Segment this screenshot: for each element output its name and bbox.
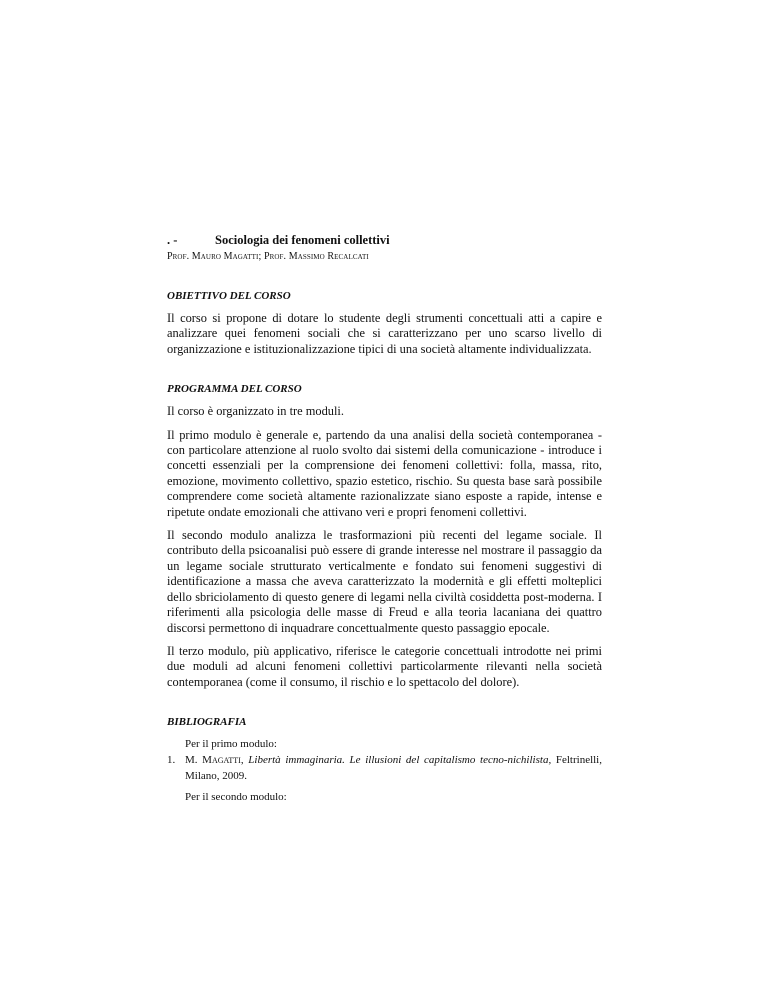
course-header — [167, 232, 602, 248]
objective-text: Il corso si propone di dotare lo studente degli strumenti concettuali atti a capire e analizzare quei fenomeni sociali che si caratterizzano per uno scarso livello di organizzazione e istituzionalizzazione tipici di una società altamente individualizzata. — [167, 311, 602, 356]
bibliography-item-number: 1. — [167, 754, 176, 767]
program-paragraph: Il corso è organizzato in tre moduli. — [167, 404, 344, 419]
document-page — [167, 232, 602, 805]
bibliography-author: M. Magatti, — [185, 754, 244, 767]
professors-line: Prof. Mauro Magatti; Prof. Massimo Recalcati — [167, 251, 369, 262]
first-module-label: Per il primo modulo: — [185, 738, 277, 751]
second-module-label: Per il secondo modulo: — [185, 791, 287, 804]
objective-heading: OBIETTIVO DEL CORSO — [167, 290, 291, 302]
bibliography-item — [167, 752, 602, 784]
program-paragraph: Il terzo modulo, più applicativo, riferisce le categorie concettuali introdotte nei primi due moduli ad alcuni fenomeni collettivi particolarmente rilevanti nella società contemporanea (come il consumo, il rischio e lo spettacolo del dolore). — [167, 643, 602, 689]
course-title: Sociologia dei fenomeni collettivi — [215, 233, 390, 247]
course-number: . - — [167, 233, 178, 247]
program-heading: PROGRAMMA DEL CORSO — [167, 383, 302, 396]
program-paragraph: Il secondo modulo analizza le trasformazioni più recenti del legame sociale. Il contributo della psicoanalisi può essere di grande interesse nel mostrare il passaggio da un legame sociale strutturato verticalmente e fondato sui fenomeni suggestivi di identificazione a massa che aveva caratterizzato la modernità e gli effetti molteplici dello sbriciolamento di questo genere di legami nella civiltà cosiddetta post-moderna. I riferimenti alla psicologia delle masse di Freud e alla teoria lacaniana dei quattro discorsi permettono di inquadrare concettualmente questo passaggio epocale. — [167, 528, 602, 635]
bibliography-item-text — [185, 752, 602, 784]
bibliography-heading: BIBLIOGRAFIA — [167, 716, 247, 729]
program-paragraph: Il primo modulo è generale e, partendo da una analisi della società contemporanea - con particolare attenzione al ruolo svolto dai sistemi della comunicazione - introduce i concetti essenziali per la comprensione dei fenomeni collettivi: folla, massa, rito, emozione, movimento collettivo, spazio estetico, rischio. Su questa base sarà possibile comprendere come società altamente razionalizzate siano esposte a rapide, intense e ripetute ondate emozionali che attivano veri e propri fenomeni collettivi. — [167, 427, 602, 519]
bibliography-title: Libertà immaginaria. Le illusioni del capitalismo tecno-nichilista, — [248, 754, 552, 767]
bibliography-publisher: Feltrinelli, Milano, 2009. — [185, 754, 602, 783]
